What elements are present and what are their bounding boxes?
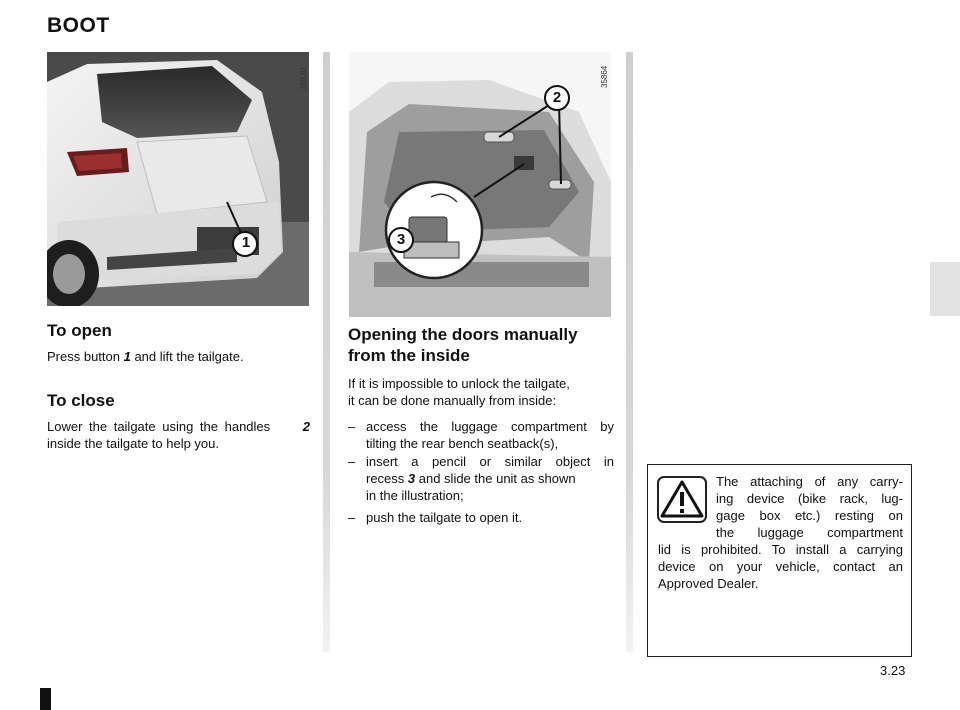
warning-line2: ing device (bike rack, lug- <box>716 491 903 506</box>
warning-box <box>647 464 912 657</box>
to-open-text <box>47 348 244 365</box>
to-close-line1-text: Lower the tailgate using the handles <box>47 419 277 434</box>
to-open-text-a: Press button <box>47 349 124 364</box>
list-dash: – <box>348 510 356 525</box>
ref-handles-2: 2 <box>302 419 310 434</box>
warning-line1: The attaching of any carry- <box>716 474 903 489</box>
list-item-1-line1: access the luggage compartment by <box>366 419 614 434</box>
warning-line3: gage box etc.) resting on <box>716 508 903 523</box>
warning-line4: the luggage compartment <box>716 525 903 540</box>
column-divider-1 <box>323 52 330 652</box>
ref-recess-3: 3 <box>407 471 416 486</box>
warning-text <box>658 473 903 592</box>
list-item-2-line1: insert a pencil or similar object in <box>366 454 614 469</box>
page-title: BOOT <box>47 14 110 37</box>
fig2-callout-2: 2 <box>552 89 562 106</box>
list-item-3 <box>348 509 614 526</box>
to-close-line2: inside the tailgate to help you. <box>47 436 220 451</box>
fig1-callout-1: 1 <box>241 234 251 251</box>
intro-line2: it can be done manually from inside: <box>348 393 557 408</box>
to-open-heading: To open <box>47 321 112 340</box>
to-close-line1 <box>47 418 310 435</box>
warning-line6: device on your vehicle, contact an <box>658 559 903 574</box>
warning-line5: lid is prohibited. To install a carrying <box>658 542 903 557</box>
warning-line7: Approved Dealer. <box>658 576 759 591</box>
intro-line1: If it is impossible to unlock the tailgate, <box>348 376 570 391</box>
list-item-2 <box>348 453 614 504</box>
list-item-2-line3: in the illustration; <box>366 488 464 503</box>
list-dash: – <box>348 454 356 469</box>
list-item-2-line2-b: and slide the unit as shown <box>415 471 576 486</box>
figure-car-rear <box>47 52 309 306</box>
list-item-1-line2: tilting the rear bench seatback(s), <box>366 436 559 451</box>
to-close-heading: To close <box>47 391 115 410</box>
figure-code-2: 35864 <box>600 65 609 88</box>
fig2-callout-3: 3 <box>396 231 406 248</box>
figure-tailgate-inside <box>349 52 611 317</box>
list-item-3-line1: push the tailgate to open it. <box>366 510 523 525</box>
column-divider-2 <box>626 52 633 652</box>
list-item-2-line2 <box>366 470 614 487</box>
ref-button-1: 1 <box>123 349 131 364</box>
list-item-1 <box>348 418 614 452</box>
to-open-text-b: and lift the tailgate. <box>130 349 244 364</box>
figure-code-1: 35530 <box>299 67 308 90</box>
manual-open-heading-line1: Opening the doors manually <box>348 325 578 344</box>
corner-mark <box>40 688 51 710</box>
list-item-2-line2-a: recess <box>366 471 408 486</box>
manual-open-heading-line2: from the inside <box>348 346 470 365</box>
chapter-tab <box>930 262 960 316</box>
page-number: 3.23 <box>880 663 906 678</box>
list-dash: – <box>348 419 356 434</box>
